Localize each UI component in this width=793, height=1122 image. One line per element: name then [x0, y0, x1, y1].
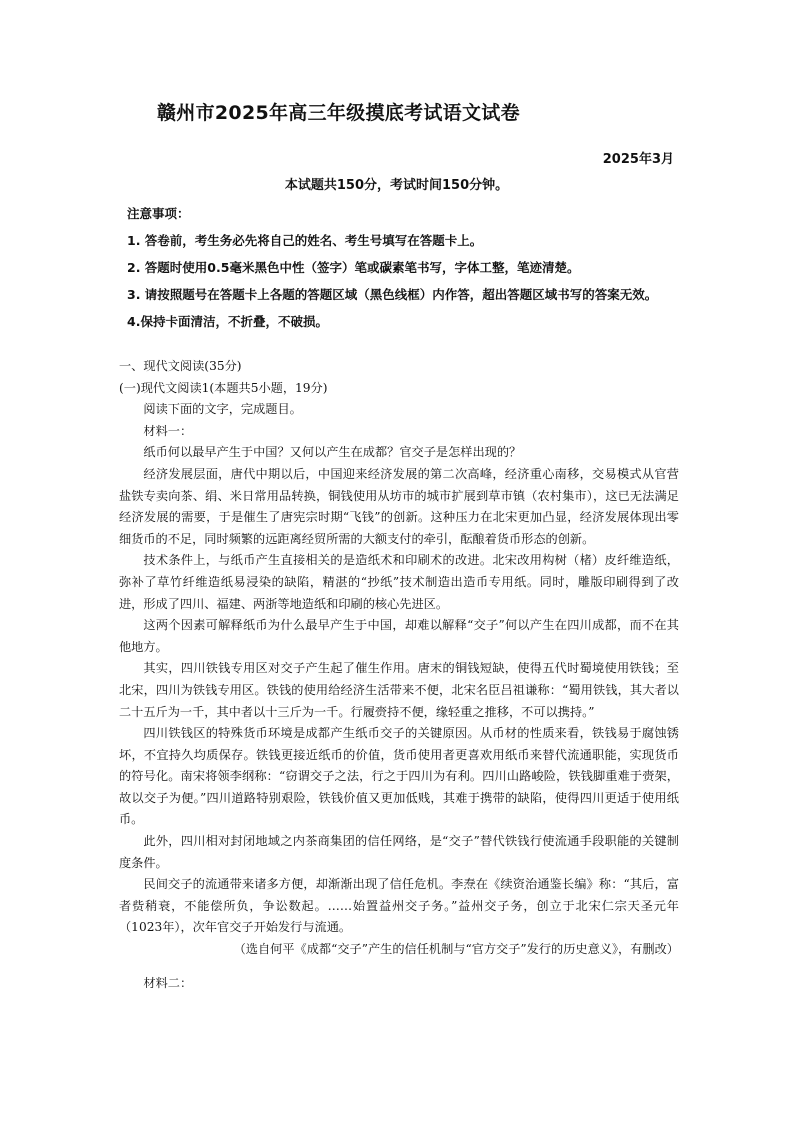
- paragraph: 其实，四川铁钱专用区对交子产生起了催生作用。唐末的铜钱短缺，使得五代时蜀境使用铁钱；至北宋，四川为铁钱专用区。铁钱的使用给经济生活带来不便，北宋名臣吕祖谦称：“蜀用铁钱，其大者以二十五斤为一千，其中者以十三斤为一千。行履赍持不便，缘轻重之推移，不可以携持。”: [119, 661, 679, 719]
- instruction: 阅读下面的文字，完成题目。: [143, 402, 302, 417]
- exam-date: 2025年3月: [602, 152, 674, 167]
- exam-info: 本试题共150分，考试时间150分钟。: [284, 178, 509, 193]
- paragraph: 经济发展层面，唐代中期以后，中国迎来经济发展的第二次高峰，经济重心南移，交易模式从官营盐铁专卖向茶、绢、米日常用品转换，铜钱使用从坊市的城市扩展到草市镇（农村集市），这已无法满足经济发展的需要，于是催生了唐宪宗时期“飞钱”的创新。这种压力在北宋更加凸显，经济发展体现出零细货币的不足，同时频繁的远距离经贸所需的大额支付的牵引，酝酿着货币形态的创新。: [119, 466, 679, 546]
- notice-heading: 注意事项：: [127, 206, 190, 221]
- material-label: 材料二：: [143, 975, 193, 990]
- paragraph: 此外，四川相对封闭地域之内茶商集团的信任网络，是“交子”替代铁钱行使流通手段职能的关键制度条件。: [119, 834, 679, 870]
- reading-section: [119, 356, 679, 994]
- paragraph: 技术条件上，与纸币产生直接相关的是造纸术和印刷术的改进。北宋改用构树（楮）皮纤维造纸，弥补了草竹纤维造纸易浸染的缺陷，精湛的“抄纸”技术制造出造币专用纸。同时，雕版印刷得到了改进，形成了四川、福建、两浙等地造纸和印刷的核心先进区。: [119, 553, 679, 611]
- notice-item: 1. 答卷前，考生务必先将自己的姓名、考生号填写在答题卡上。: [127, 233, 483, 248]
- notice-item: 4.保持卡面清洁，不折叠，不破损。: [127, 314, 328, 329]
- notice-item: 2. 答题时使用0.5毫米黑色中性（签字）笔或碳素笔书写，字体工整，笔迹清楚。: [127, 260, 580, 275]
- paragraph: 民间交子的流通带来诸多方便，却渐渐出现了信任危机。李焘在《续资治通鉴长编》称：“其后，富者赀稍衰，不能偿所负，争讼数起。……始置益州交子务。”益州交子务，创立于北宋仁宗天圣元年（1023年），次年官交子开始发行与流通。: [119, 877, 679, 935]
- source-citation: （选自何平《成都“交子”产生的信任机制与“官方交子”发行的历史意义》，有删改）: [233, 942, 679, 957]
- sub-section-heading: (一)现代文阅读1(本题共5小题，19分): [119, 380, 328, 395]
- paragraph: 四川铁钱区的特殊货币环境是成都产生纸币交子的关键原因。从币材的性质来看，铁钱易于腐蚀锈坏，不宜持久均质保存。铁钱更接近纸币的价值，货币使用者更喜欢用纸币来替代流通职能，实现货币的符号化。南宋将领李纲称：“窃谓交子之法，行之于四川为有利。四川山路峻险，铁钱脚重难于赍架，故以交子为便。”四川道路特别艰险，铁钱价值又更加低贱，其难于携带的缺陷，使得四川更适于使用纸币。: [119, 726, 679, 827]
- notice-section: [127, 200, 682, 335]
- material-label: 材料一：: [143, 423, 193, 438]
- paragraph: 纸币何以最早产生于中国？又何以产生在成都？官交子是怎样出现的？: [143, 445, 522, 460]
- notice-item: 3. 请按照题号在答题卡上各题的答题区域（黑色线框）内作答，超出答题区域书写的答案无效。: [127, 287, 658, 302]
- section-heading: 一、现代文阅读(35分): [119, 359, 242, 373]
- page-title: 赣州市2025年高三年级摸底考试语文试卷: [157, 102, 520, 124]
- paragraph: 这两个因素可解释纸币为什么最早产生于中国，却难以解释“交子”何以产生在四川成都，而不在其他地方。: [119, 618, 679, 654]
- spacer: [119, 961, 679, 973]
